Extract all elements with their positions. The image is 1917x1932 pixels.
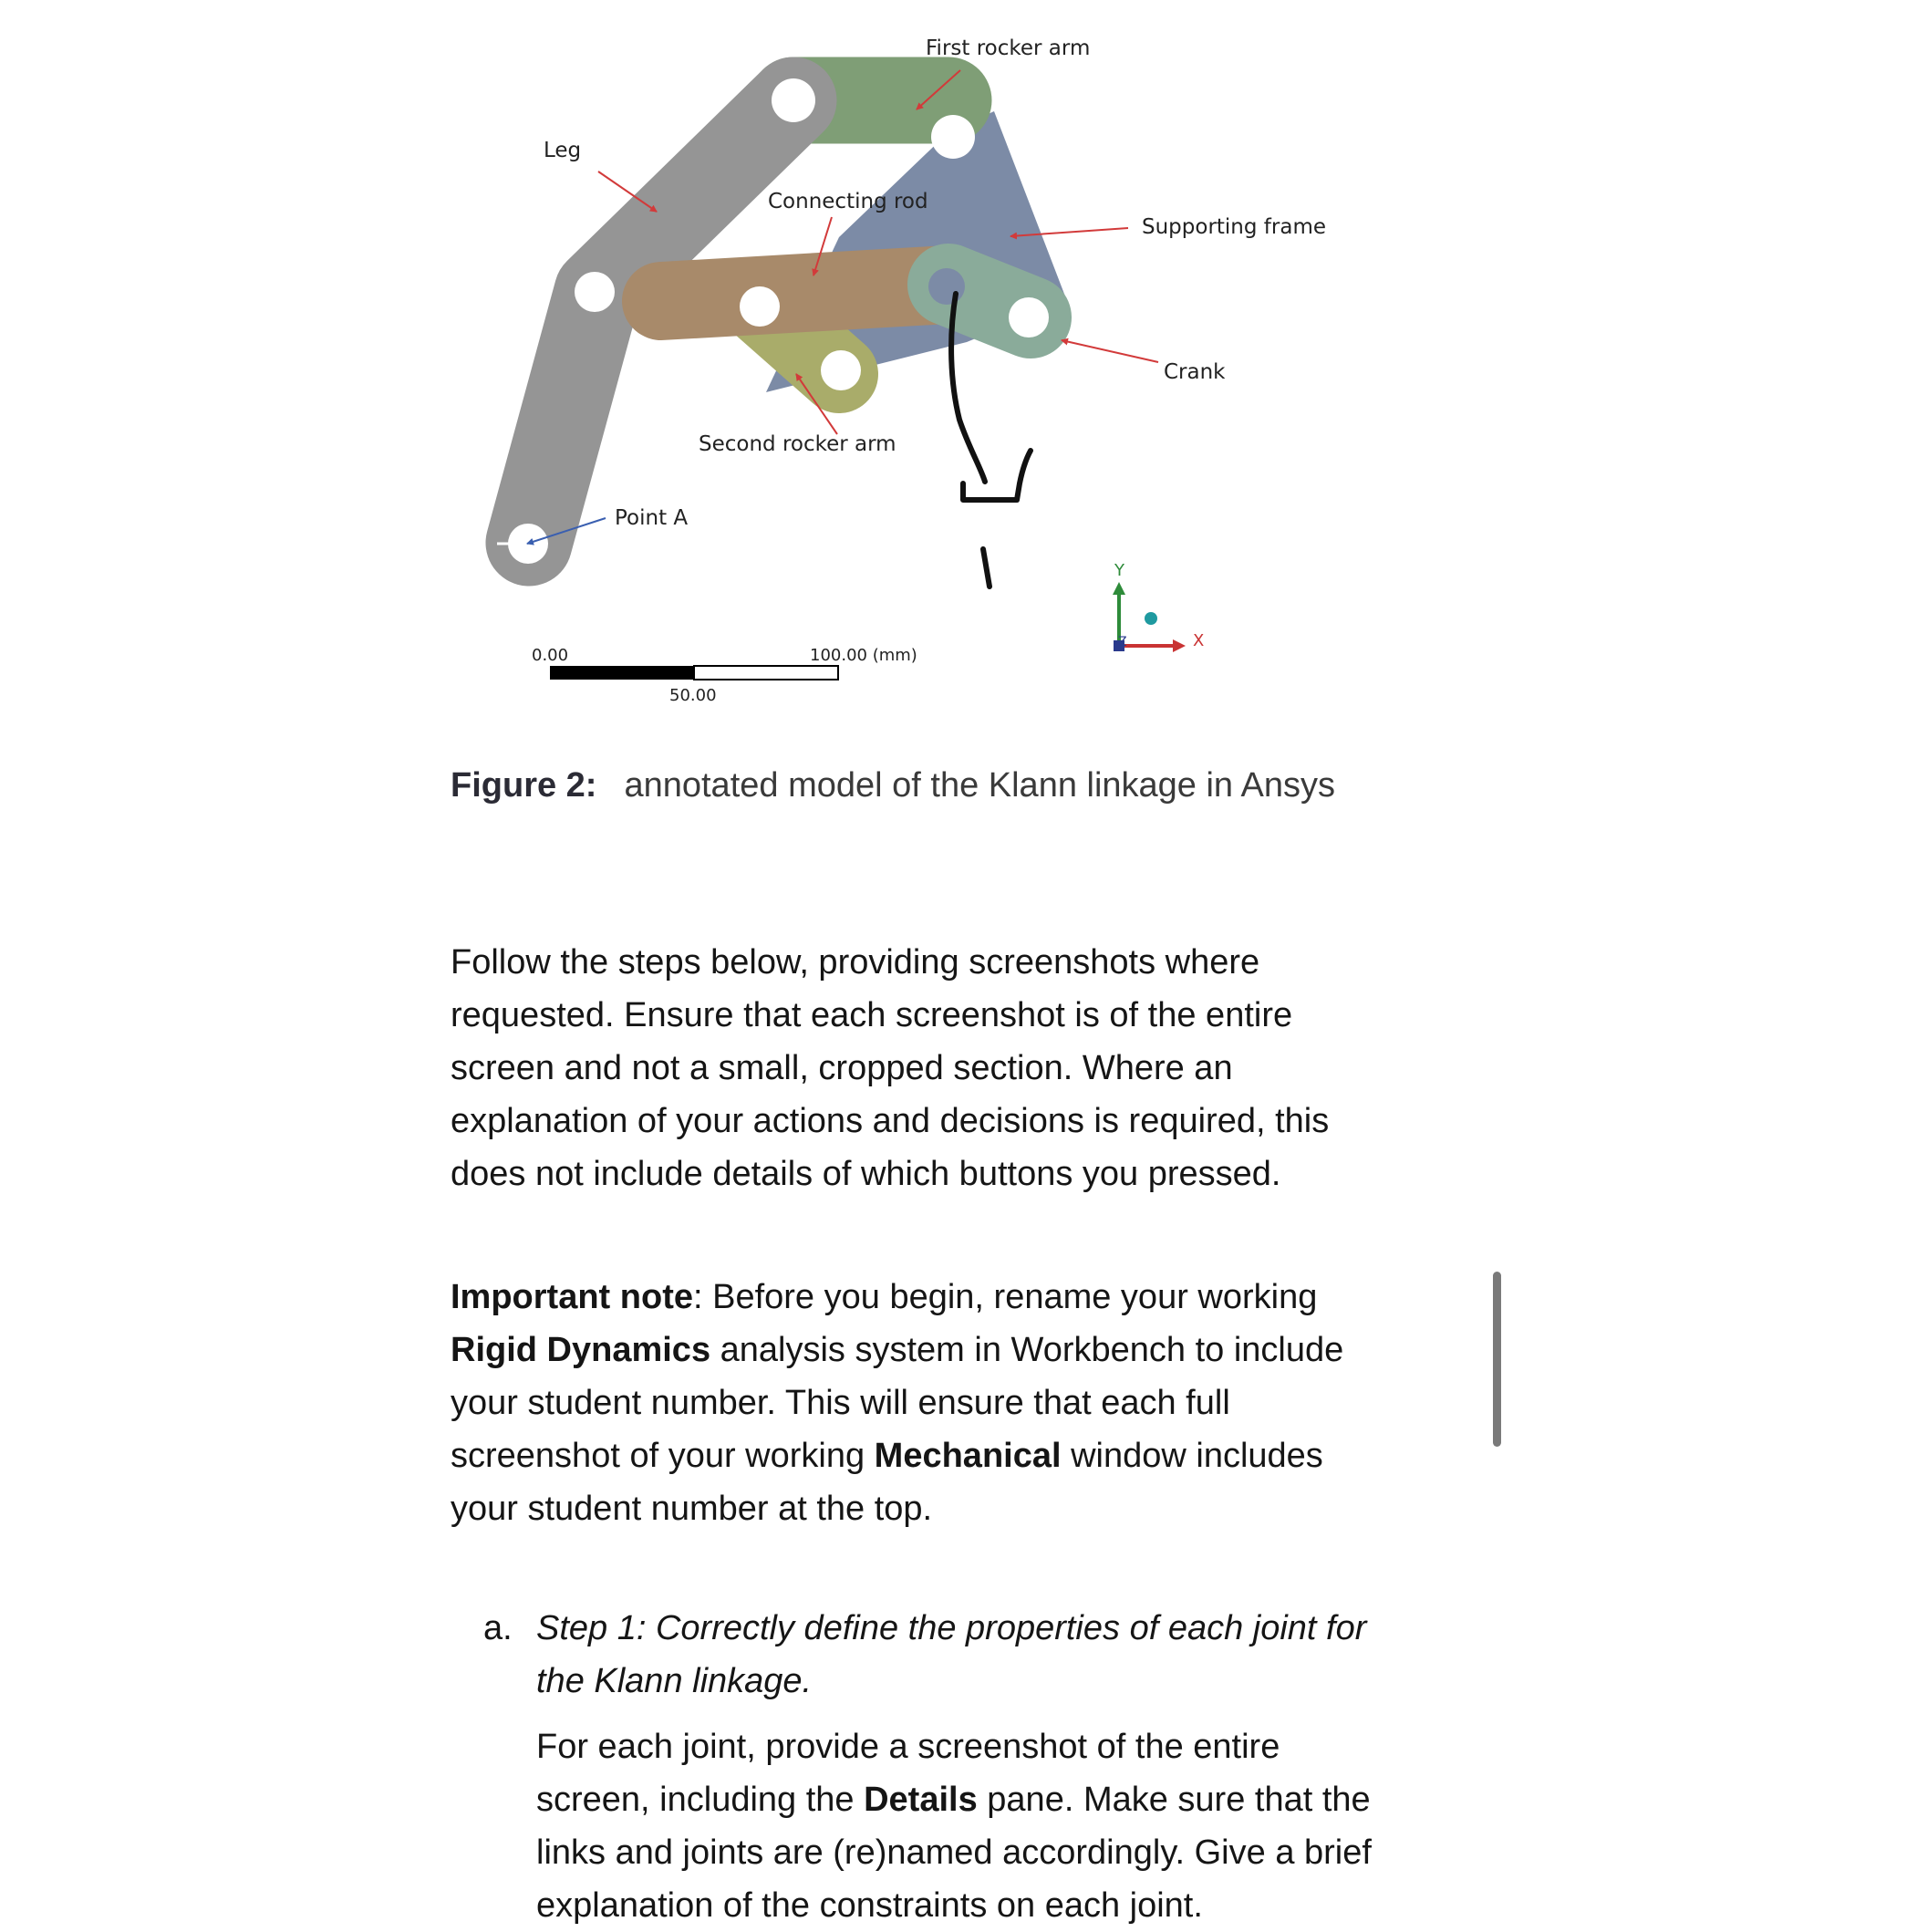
figure-caption-label: Figure 2: <box>451 766 597 805</box>
label-point-a: Point A <box>615 506 689 530</box>
details-term: Details <box>864 1781 978 1819</box>
note-text-1: : Before you begin, rename your working <box>692 1278 1318 1316</box>
crank-pivot <box>928 268 965 305</box>
note-text-2: analysis system in Workbench to include your student number. This will ensure that each full screenshot of your working <box>451 1331 1344 1475</box>
scale-start: 0.00 <box>532 646 569 665</box>
scale-end: 100.00 (mm) <box>810 646 917 665</box>
label-supporting-frame: Supporting frame <box>1142 215 1327 239</box>
step-a-body-text-1: For each joint, provide a screenshot of the entire screen, including the <box>536 1728 1280 1819</box>
instructions-paragraph: Follow the steps below, providing screenshots where requested. Ensure that each screenshot is of the entire screen and not a small, cropped section. Where an explanation of your actions and decisions is required, this does not include details of which buttons you pressed. <box>451 943 1330 1193</box>
step-a-body-text-2: pane. Make sure that the links and joints are (re)named accordingly. Give a brief explanation of the constraints on each joint. <box>536 1781 1372 1925</box>
axis-y-label: Y <box>1114 561 1124 580</box>
list-marker: a. <box>483 1609 513 1647</box>
rigid-dynamics-term: Rigid Dynamics <box>451 1331 711 1369</box>
label-connecting-rod: Connecting rod <box>768 190 928 213</box>
klann-linkage-figure <box>0 0 1917 730</box>
important-note-label: Important note <box>451 1278 693 1316</box>
label-second-rocker-arm: Second rocker arm <box>699 432 896 456</box>
axis-x-label: X <box>1193 631 1205 650</box>
step-a-body <box>536 1720 1395 1932</box>
coordinate-triad <box>1113 561 1204 652</box>
mechanical-term: Mechanical <box>874 1437 1062 1475</box>
figure-caption <box>451 759 1381 812</box>
connecting-rod-part <box>661 285 948 301</box>
label-crank: Crank <box>1164 360 1226 384</box>
step-a-item <box>483 1602 1395 1932</box>
scale-mid: 50.00 <box>669 686 717 705</box>
axis-z-label: Z <box>1118 635 1127 649</box>
label-first-rocker-arm: First rocker arm <box>926 36 1091 60</box>
step-a-title: Step 1: Correctly define the properties of each joint for the Klann linkage. <box>536 1609 1367 1700</box>
note-text-3: window includes your student number at the top. <box>451 1437 1323 1528</box>
important-note-paragraph <box>451 1271 1372 1535</box>
figure-caption-text: annotated model of the Klann linkage in Ansys <box>624 766 1336 805</box>
scrollbar-thumb[interactable] <box>1493 1272 1501 1447</box>
label-leg: Leg <box>544 139 582 162</box>
scale-bar <box>532 646 917 705</box>
